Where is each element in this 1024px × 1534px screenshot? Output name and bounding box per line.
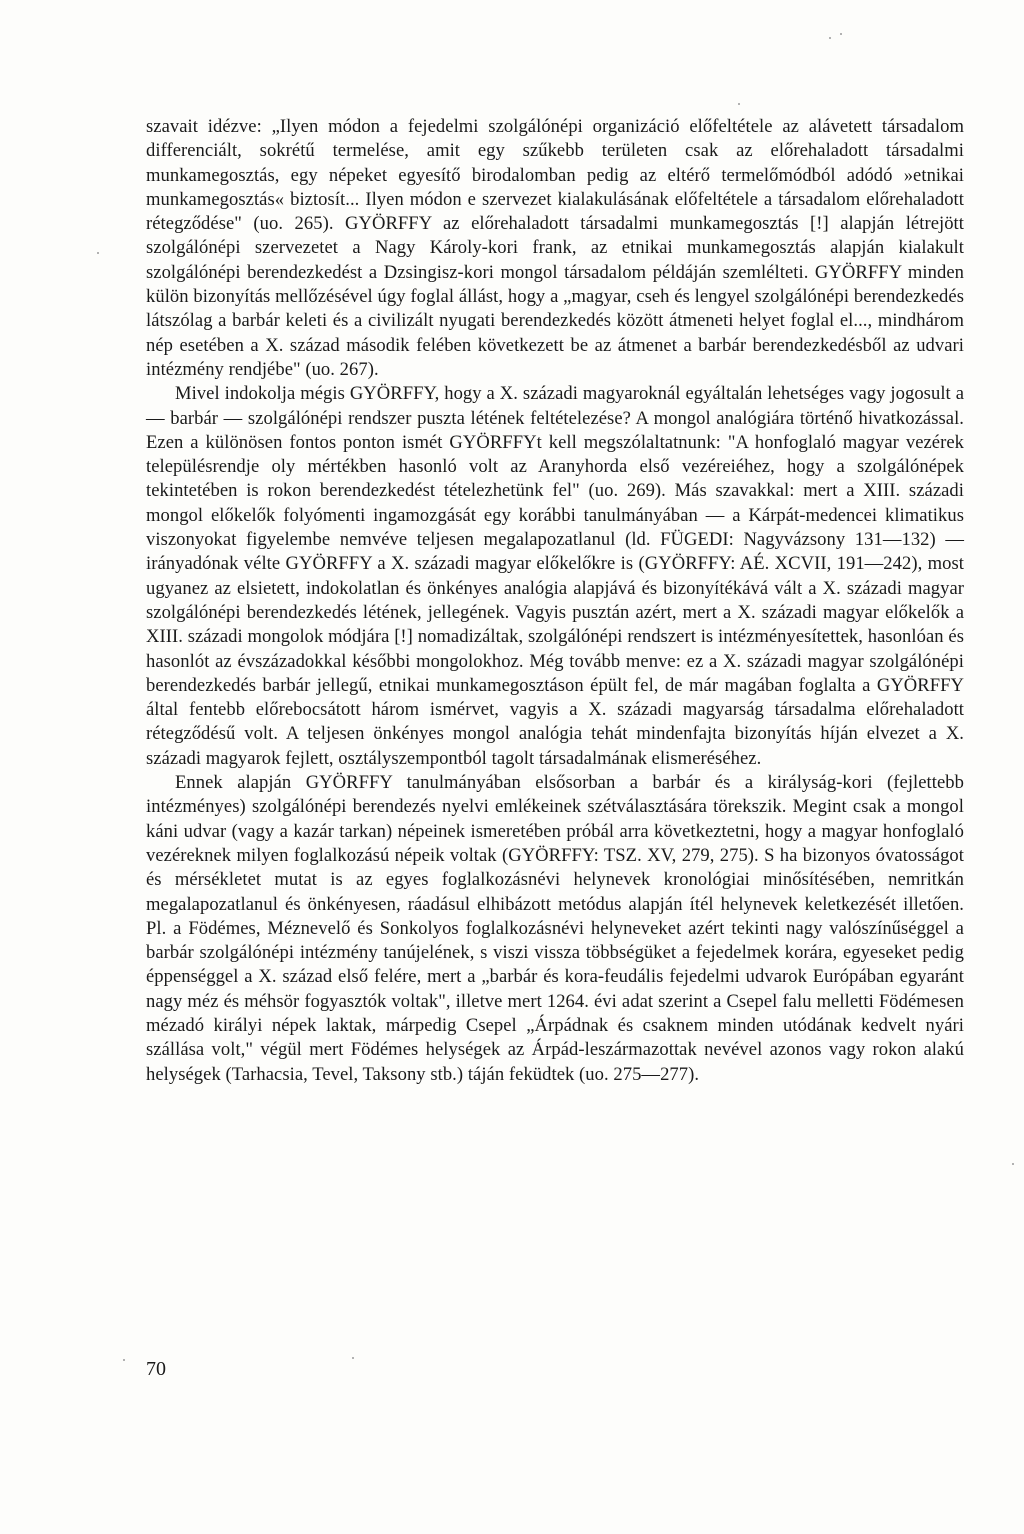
scan-speck [352, 1357, 354, 1359]
scan-speck [829, 37, 831, 39]
scan-speck [738, 103, 740, 105]
body-text [146, 115, 964, 1087]
paragraph-3: Ennek alapján GYÖRFFY tanulmányában elsősorban a barbár és a királyság-kori (fejlettebb intézményes) szolgálónépi berendezés nyelvi emlékeinek szétválasztására törekszik. Megint csak a mongol káni udvar (vagy a kazár tarkan) népeinek ismeretében próbál arra következtetni, hogy a magyar honfoglaló vezéreknek milyen foglalkozású népeik voltak (GYÖRFFY: TSZ. XV, 279, 275). S ha bizonyos óvatosságot és mérsékletet mutat is az egyes foglalkozásnévi helynevek kronológiai minősítésében, nemritkán megalapozatlanul és önkényesen, ráadásul elhibázott metódus alapján ítél helynevek keletkezését illetően. Pl. a Födémes, Méznevelő és Sonkolyos foglalkozásnévi helyneveket azért tekinti nagy valószínűséggel a barbár szolgálónépi intézmény tanújelének, s viszi vissza többségüket a fejedelmek korára, egyeseket pedig éppenséggel a X. század első felére, mert a „barbár és kora-feudális fejedelmi udvarok Európában egyaránt nagy méz és méhsör fogyasztók voltak", illetve mert 1264. évi adat szerint a Csepel falu melletti Födémesen mézadó királyi népek laktak, márpedig Csepel „Árpádnak és csaknem minden utódának kedvelt nyári szállása volt," végül mert Födémes helységek az Árpád-leszármazottak nevével azonos vagy rokon alakú helységek (Tarhacsia, Tevel, Taksony stb.) táján feküdtek (uo. 275—277). [146, 772, 964, 1085]
scan-speck [840, 33, 842, 35]
scan-speck [97, 252, 99, 254]
scan-speck [1012, 1163, 1014, 1165]
page-number: 70 [146, 1358, 166, 1380]
paragraph-1: szavait idézve: „Ilyen módon a fejedelmi szolgálónépi organizáció előfeltétele az alávetett társadalom differenciált, sokrétű termelése, amit egy szűkebb területen csak az előrehaladott társadalmi munkamegosztás, egy népeket egyesítő birodalomban pedig az eltérő termelőmódból adódó »etnikai munkamegosztás« biztosít... Ilyen módon e szervezet kialakulásának előfeltétele a társadalom előrehaladott rétegződése" (uo. 265). GYÖRFFY az előrehaladott társadalmi munkamegosztás [!] alapján létrejött szolgálónépi szervezetet a Nagy Károly-kori frank, az etnikai munkamegosztás alapján kialakult szolgálónépi berendezkedést a Dzsingisz-kori mongol társadalom példáján szemlélteti. GYÖRFFY minden külön bizonyítás mellőzésével úgy foglal állást, hogy a „magyar, cseh és lengyel szolgálónépi berendezkedés látszólag a barbár keleti és a civilizált nyugati berendezkedés között átmeneti helyet foglal el..., mindhárom nép esetében a X. század második felében következett be az átmenet a barbár berendezkedésből az udvari intézmény rendjébe" (uo. 267). [146, 116, 964, 380]
paragraph-2: Mivel indokolja mégis GYÖRFFY, hogy a X. századi magyaroknál egyáltalán lehetséges vagy jogosult a — barbár — szolgálónépi rendszer puszta létének feltételezése? A mongol analógiára történő hivatkozással. Ezen a különösen fontos ponton ismét GYÖRFFYt kell megszólaltatnunk: "A honfoglaló magyar vezérek településrendje oly mértékben hasonló volt az Aranyhorda első vezéreiéhez, hogy a szolgálónépek tekintetében is rokon berendezkedést tételezhetünk fel" (uo. 269). Más szavakkal: mert a XIII. századi mongol előkelők folyómenti ingamozgását egy korábbi tanulmányában — a Kárpát-medencei klimatikus viszonyokat figyelembe nemvéve teljesen megalapozatlanul (ld. FÜGEDI: Nagyvázsony 131—132) — irányadónak vélte GYÖRFFY a X. századi magyar előkelőkre is (GYÖRFFY: AÉ. XCVII, 191—242), most ugyanez az elsietett, indokolatlan és önkényes analógia alapjává és bizonyítékává vált a X. századi magyar szolgálónépi berendezkedés létének, jellegének. Vagyis pusztán azért, mert a X. századi magyar előkelők a XIII. századi mongolok módjára [!] nomadizáltak, szolgálónépi rendszert is intézményesítettek, hasonlóan és hasonlót az évszázadokkal későbbi mongolokhoz. Még tovább menve: ez a X. századi magyar szolgálónépi berendezkedés barbár jellegű, etnikai munkamegosztáson épült fel, de már magában foglalta a GYÖRFFY által fentebb előrebocsátott három ismérvet, vagyis a X. századi magyarság társadalma előrehaladott rétegződésű volt. A teljesen önkényes mongol analógia tehát mindenfajta bizonyítás híján elvezet a X. századi magyarok fejlett, osztályszempontból tagolt társadalmának elismeréséhez. [146, 383, 964, 769]
scan-speck [123, 1359, 125, 1361]
